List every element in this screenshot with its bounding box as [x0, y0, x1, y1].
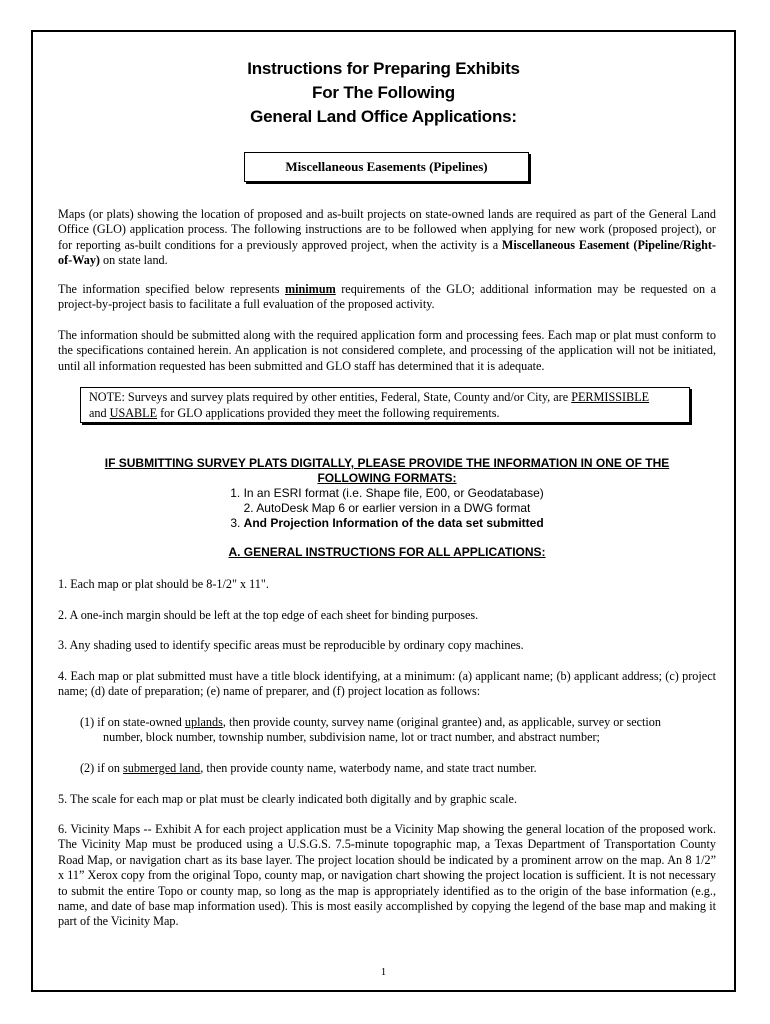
subtitle-box: Miscellaneous Easements (Pipelines): [244, 152, 529, 182]
note-permissible: PERMISSIBLE: [571, 390, 650, 404]
intro-p2-start: The information specified below represents: [58, 282, 285, 296]
title-line-2: For The Following: [312, 83, 455, 102]
instruction-1: 1. Each map or plat should be 8-1/2" x 11".: [58, 577, 269, 591]
instruction-2: 2. A one-inch margin should be left at the top edge of each sheet for binding purposes.: [58, 608, 479, 622]
intro-p1-bold: Miscellaneous Easement (Pipeline/Right-of-Way): [58, 237, 716, 268]
instruction-4-sub-2: [80, 761, 716, 776]
sub2-submerged: submerged land: [122, 761, 201, 775]
intro-p2-bold: minimum: [284, 282, 336, 296]
instruction-4-sub-1: [80, 715, 716, 746]
title-line-1: Instructions for Preparing Exhibits: [247, 59, 520, 78]
sub2-start: (2) if on: [80, 761, 123, 775]
note-and: and: [89, 405, 110, 420]
intro-p3: The information should be submitted along with the required application form and processing fees. Each map or plat must conform to the specifications contained herein. An application is not considered complete, and processing of the application will not be initiated, until all information requested has been submitted and GLO staff has determined that it is adequate.: [58, 328, 716, 373]
note-box: [80, 387, 690, 423]
instruction-5: 5. The scale for each map or plat must be clearly indicated both digitally and by graphic scale.: [58, 792, 518, 806]
format-item-3-bold: And Projection Information of the data set submitted: [243, 516, 544, 530]
intro-paragraph-3: [58, 328, 716, 374]
note-end: for GLO applications provided they meet the following requirements.: [157, 405, 500, 420]
intro-paragraph-1: [58, 207, 716, 269]
sub1-end: , then provide county, survey name (original grantee) and, as applicable, survey or section: [222, 715, 661, 729]
instruction-3: 3. Any shading used to identify specific areas must be reproducible by ordinary copy machines.: [58, 638, 524, 652]
document-page: [31, 30, 736, 992]
instruction-4: 4. Each map or plat submitted must have a title block identifying, at a minimum: (a) applicant name; (b) applicant address; (c) project name; (d) date of preparation; (e) name of preparer, and (f) project location as follows:: [58, 669, 716, 699]
intro-p1-text: Maps (or plats) showing the location of proposed and as-built projects on state-owned lands are required as part of the General Land Office (GLO) application process. The following instructions are to be followed when applying for new work (proposed project), or for reporting as-built conditions for a previously approved project, when the activity is a: [58, 207, 716, 252]
document-title: [33, 57, 734, 129]
section-a-heading: A. GENERAL INSTRUCTIONS FOR ALL APPLICATIONS:: [228, 545, 546, 559]
sub1-uplands: uplands: [184, 715, 223, 729]
digital-formats-section: [58, 456, 716, 531]
instruction-6: 6. Vicinity Maps -- Exhibit A for each project application must be a Vicinity Map showing the general location of the proposed work. The Vicinity Map must be produced using a U.S.G.S. 7.5-minute topographic map, a Texas Department of Transportation County Road Map, or navigation chart as its base layer. The project location should be indicated by a prominent arrow on the map. An 8 1/2” x 11” Xerox copy from the original Topo, county map, or navigation chart showing the project location is sufficient. It is not necessary to submit the entire Topo or county map, so long as the map is appropriately identified as to the origin of the base information (e.g., name, and date of base map information used). This is most easily accomplished by copying the legend of the base map and making it part of the Vicinity Map.: [58, 822, 716, 929]
digital-header-line-2: FOLLOWING FORMATS:: [317, 471, 457, 485]
digital-format-list: [58, 486, 716, 531]
format-item-1: 1. In an ESRI format (i.e. Shape file, E00, or Geodatabase): [230, 486, 544, 500]
intro-p2-end: requirements of the GLO; additional information may be requested on a project-by-project basis to facilitate a full evaluation of the proposed activity.: [58, 282, 717, 312]
page-number: 1: [380, 966, 387, 978]
sub2-end: , then provide county name, waterbody name, and state tract number.: [200, 761, 537, 775]
note-start: NOTE: Surveys and survey plats required by other entities, Federal, State, County and/or City, are: [89, 390, 572, 404]
format-item-3-num: 3.: [230, 516, 244, 530]
intro-p1-end: on state land.: [99, 253, 168, 268]
format-item-3: [58, 516, 716, 531]
title-line-3: General Land Office Applications:: [250, 107, 517, 126]
note-usable: USABLE: [109, 405, 158, 420]
sub1-line-2: number, block number, township number, subdivision name, lot or tract number, and abstract number;: [103, 730, 600, 745]
digital-header-line-1: IF SUBMITTING SURVEY PLATS DIGITALLY, PLEASE PROVIDE THE INFORMATION IN ONE OF THE: [104, 456, 670, 470]
format-item-2: 2. AutoDesk Map 6 or earlier version in a DWG format: [243, 501, 531, 515]
intro-paragraph-2: [58, 282, 716, 313]
sub1-start: (1) if on state-owned: [80, 715, 185, 729]
